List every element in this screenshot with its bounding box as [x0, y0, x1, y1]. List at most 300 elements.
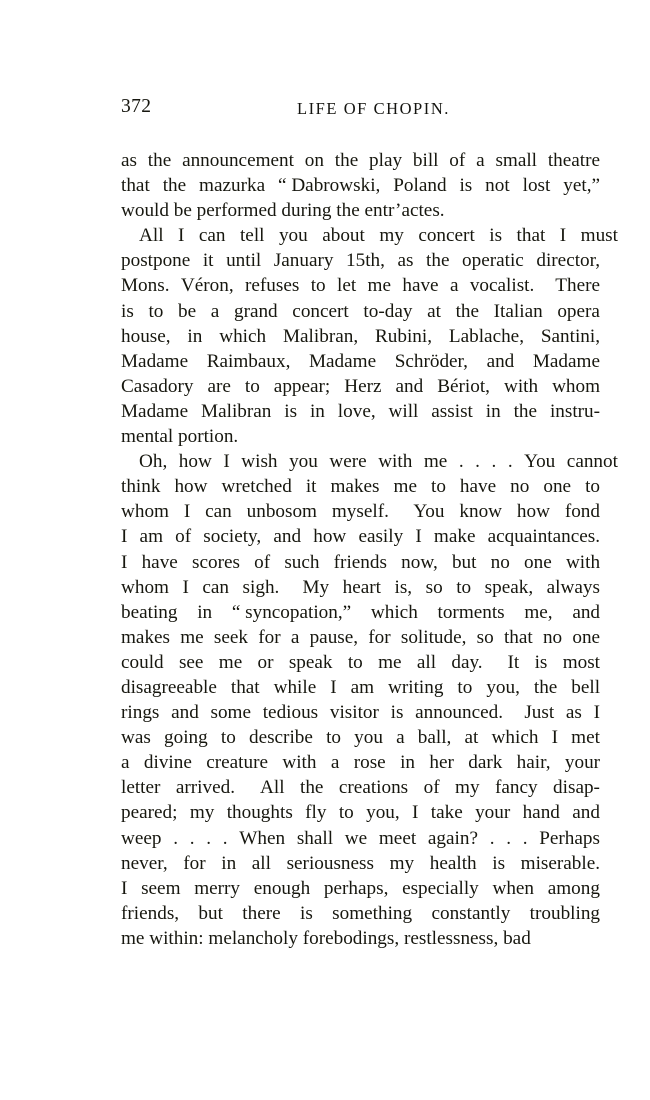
word: whom: [121, 576, 169, 598]
word: with: [282, 752, 317, 774]
word: could: [121, 651, 164, 673]
word-gap: [230, 449, 242, 474]
word-gap: [161, 826, 173, 851]
word-gap: [260, 374, 274, 399]
word: can: [198, 225, 226, 247]
word: me: [393, 476, 417, 498]
word-gap: [279, 575, 293, 600]
word-gap: [301, 524, 313, 549]
body-text-block: [121, 148, 618, 951]
word-gap: [186, 173, 199, 198]
word: have: [402, 275, 439, 297]
word-gap: [414, 851, 430, 876]
word: how: [178, 451, 212, 473]
word: especially: [402, 877, 479, 899]
word-gap: [447, 449, 459, 474]
word: You: [403, 501, 445, 523]
word: day.: [451, 651, 483, 673]
word-gap: [510, 901, 529, 926]
word: it: [202, 250, 214, 272]
word-gap: [236, 851, 252, 876]
text-line: [121, 550, 600, 575]
word: and: [486, 350, 515, 372]
word: know: [459, 501, 503, 523]
word: Oh,: [139, 451, 168, 473]
word-gap: [339, 750, 353, 775]
word-gap: [367, 449, 379, 474]
paragraph: [121, 148, 600, 223]
word: Schröder,: [394, 350, 468, 372]
word-gap: [485, 148, 496, 173]
word-gap: [449, 248, 462, 273]
text-line: would be performed during the entr’actes.: [121, 200, 445, 222]
word: dark: [468, 752, 503, 774]
word-gap: [178, 550, 192, 575]
word: is: [534, 651, 548, 673]
word-gap: [281, 901, 300, 926]
word-gap: [494, 826, 506, 851]
word-gap: [177, 800, 189, 825]
word: with: [503, 375, 539, 397]
word: never,: [121, 852, 168, 874]
word: .: [522, 827, 528, 849]
word: 15th,: [346, 250, 385, 272]
word-gap: [212, 600, 232, 625]
word-gap: [310, 876, 324, 901]
word-gap: [170, 273, 181, 298]
word-gap: [534, 876, 548, 901]
text-line: [121, 474, 600, 499]
word-gap: [160, 474, 174, 499]
word-gap: [381, 575, 395, 600]
word-gap: [308, 223, 322, 248]
word-gap: [446, 474, 460, 499]
word-gap: [376, 349, 395, 374]
word: small: [495, 150, 538, 171]
word: makes: [121, 626, 171, 648]
word: that: [516, 225, 546, 247]
word-gap: [552, 550, 566, 575]
word-gap: [223, 901, 242, 926]
word-gap: [251, 700, 263, 725]
word: to: [585, 476, 600, 498]
word: me: [423, 451, 448, 473]
word-gap: [560, 800, 572, 825]
word-gap: [134, 299, 149, 324]
word-gap: [402, 650, 417, 675]
word-gap: [261, 524, 273, 549]
word-gap: [292, 474, 306, 499]
word: heart: [342, 576, 381, 598]
word-gap: [415, 750, 429, 775]
word: January: [273, 250, 334, 272]
word: one: [524, 551, 552, 573]
word: not: [485, 175, 510, 197]
word: as: [121, 150, 137, 171]
word-gap: [476, 550, 490, 575]
word-gap: [566, 223, 580, 248]
word-gap: [184, 223, 198, 248]
word-gap: [346, 524, 358, 549]
word-gap: [413, 248, 426, 273]
word: creature: [206, 752, 268, 774]
word: how: [313, 526, 347, 548]
word: writing: [388, 676, 444, 698]
word: wish: [241, 451, 278, 473]
word: disagreeable: [121, 676, 217, 698]
word: me: [218, 651, 243, 673]
word-gap: [479, 299, 494, 324]
word: one: [543, 476, 572, 498]
word: are: [207, 375, 231, 397]
word-gap: [458, 273, 469, 298]
word: “ Dabrowski,: [278, 175, 381, 197]
word: You: [524, 451, 556, 473]
word-gap: [466, 625, 476, 650]
word: my: [455, 777, 480, 799]
word-gap: [510, 800, 522, 825]
word: opera: [557, 300, 600, 322]
word-gap: [329, 575, 343, 600]
word: I: [330, 676, 337, 698]
word-gap: [189, 575, 203, 600]
word-gap: [316, 750, 330, 775]
word-gap: [341, 725, 354, 750]
word: no: [510, 476, 530, 498]
word-gap: [235, 775, 250, 800]
text-line: me within: melancholy forebodings, restlessness, bad: [121, 927, 531, 949]
word: grand: [233, 300, 278, 322]
word: bill: [412, 150, 439, 171]
word: in: [197, 601, 213, 623]
text-line: [121, 399, 600, 424]
text-line: [121, 826, 600, 851]
word: My: [292, 576, 330, 598]
word: the: [300, 777, 324, 799]
word-gap: [278, 299, 293, 324]
word-gap: [127, 524, 139, 549]
word: with: [565, 551, 601, 573]
word: is: [492, 852, 506, 874]
word: in: [221, 852, 237, 874]
word-gap: [443, 575, 457, 600]
word: Madame: [532, 350, 600, 372]
word: tedious: [262, 702, 319, 724]
word: .: [489, 827, 495, 849]
word: torments: [437, 601, 505, 623]
word: be: [178, 300, 197, 322]
word-gap: [511, 826, 523, 851]
word: Madame: [121, 350, 189, 372]
word: vocalist.: [469, 275, 535, 297]
word: society,: [203, 526, 262, 548]
word: such: [284, 551, 320, 573]
word-gap: [294, 148, 305, 173]
word: friends: [333, 551, 387, 573]
word: creations: [338, 777, 409, 799]
word: a: [210, 300, 220, 322]
word-gap: [432, 324, 449, 349]
word-gap: [418, 399, 431, 424]
word-gap: [408, 775, 423, 800]
word: the: [513, 400, 538, 422]
word-gap: [443, 675, 457, 700]
word-gap: [163, 299, 178, 324]
word: I: [593, 702, 600, 724]
word-gap: [358, 324, 375, 349]
word-gap: [571, 474, 585, 499]
word: thoughts: [226, 802, 293, 824]
word: to: [456, 576, 472, 598]
word: divine: [143, 752, 192, 774]
word-gap: [231, 374, 245, 399]
text-line: [121, 499, 600, 524]
word: speak,: [484, 576, 534, 598]
word-gap: [203, 650, 218, 675]
word: merry: [194, 877, 241, 899]
word: ball,: [417, 727, 452, 749]
word-gap: [550, 173, 563, 198]
word: seriousness: [286, 852, 374, 874]
word-gap: [551, 750, 565, 775]
word-gap: [179, 901, 198, 926]
word-gap: [418, 800, 430, 825]
word-gap: [214, 800, 226, 825]
word: fancy: [494, 777, 538, 799]
word: All: [250, 777, 285, 799]
word: Lablache,: [448, 325, 524, 347]
word-gap: [403, 700, 415, 725]
word: .: [173, 827, 178, 849]
text-line: [121, 800, 600, 825]
word: the: [455, 300, 480, 322]
word: is: [390, 702, 404, 724]
word-gap: [480, 775, 495, 800]
word: hair,: [516, 752, 551, 774]
text-line: [121, 700, 600, 725]
word: you: [278, 225, 308, 247]
word-gap: [264, 223, 278, 248]
word-gap: [400, 800, 412, 825]
word-gap: [538, 374, 552, 399]
word-gap: [191, 524, 203, 549]
word-gap: [181, 876, 195, 901]
word: in: [309, 400, 325, 422]
word: pause,: [309, 626, 359, 648]
word: miserable.: [520, 852, 601, 874]
word: we: [344, 827, 368, 849]
word: hand: [522, 802, 560, 824]
word-gap: [478, 826, 490, 851]
word-gap: [199, 700, 211, 725]
word-gap: [553, 600, 573, 625]
word: is: [459, 175, 473, 197]
word: will: [388, 400, 419, 422]
word-gap: [266, 324, 283, 349]
word-gap: [494, 625, 504, 650]
word: I: [223, 451, 230, 473]
word-gap: [547, 650, 562, 675]
word-gap: [271, 399, 284, 424]
word: .: [222, 827, 228, 849]
word-gap: [471, 575, 485, 600]
word-gap: [354, 800, 366, 825]
word-gap: [164, 223, 178, 248]
word: all: [416, 651, 437, 673]
word: wretched: [221, 476, 292, 498]
word: I: [121, 526, 128, 548]
word: see: [178, 651, 204, 673]
word-gap: [502, 223, 516, 248]
word: fond: [564, 501, 600, 523]
word: fly: [305, 802, 327, 824]
word: me: [180, 626, 204, 648]
word-gap: [248, 625, 258, 650]
word: I: [551, 727, 558, 749]
word: I: [121, 877, 128, 899]
word: I: [415, 526, 422, 548]
word: a: [121, 752, 130, 774]
word: house,: [121, 325, 171, 347]
word: refuses: [244, 275, 300, 297]
word-gap: [356, 273, 367, 298]
word: Herz: [344, 375, 382, 397]
word: among: [547, 877, 600, 899]
word-gap: [503, 700, 515, 725]
word: concert: [292, 300, 349, 322]
word-gap: [423, 374, 437, 399]
word: announcement: [182, 150, 294, 171]
word: and: [572, 601, 601, 623]
word: in: [187, 325, 203, 347]
word-gap: [537, 399, 550, 424]
word-gap: [412, 299, 427, 324]
word: for: [183, 852, 206, 874]
word-gap: [389, 499, 404, 524]
word: is: [121, 300, 134, 322]
word-gap: [240, 876, 254, 901]
word: me: [367, 275, 391, 297]
word-gap: [232, 499, 247, 524]
word: lost: [522, 175, 551, 197]
word-gap: [164, 650, 179, 675]
word-gap: [510, 550, 524, 575]
word-gap: [324, 148, 335, 173]
text-line: [121, 625, 600, 650]
running-head-title: LIFE OF CHOPIN.: [297, 99, 450, 118]
word: my: [389, 852, 415, 874]
word: how: [174, 476, 208, 498]
text-line: [121, 324, 600, 349]
word: Italian: [493, 300, 543, 322]
word-gap: [502, 499, 517, 524]
word-gap: [524, 248, 537, 273]
word: announced.: [415, 702, 504, 724]
word: I: [182, 576, 189, 598]
text-line: [121, 349, 600, 374]
word: Véron,: [180, 275, 234, 297]
word: when: [492, 877, 535, 899]
word-gap: [365, 223, 379, 248]
word-gap: [188, 349, 207, 374]
word-gap: [501, 399, 514, 424]
text-line: [121, 851, 600, 876]
word: of: [175, 526, 192, 548]
word: so: [425, 576, 443, 598]
word: the: [162, 175, 187, 197]
word-gap: [447, 173, 460, 198]
word: of: [449, 150, 466, 171]
word: .: [506, 827, 511, 849]
word: to: [338, 802, 354, 824]
word: theatre: [547, 150, 601, 171]
word-gap: [513, 449, 525, 474]
word-gap: [472, 675, 486, 700]
word: Raimbaux,: [206, 350, 291, 372]
word-gap: [274, 650, 289, 675]
word: yet,”: [563, 175, 601, 197]
word: appear;: [273, 375, 331, 397]
word-gap: [505, 600, 525, 625]
word: weep: [121, 827, 162, 849]
word: the: [426, 250, 450, 272]
word-gap: [204, 625, 214, 650]
word: is: [300, 902, 313, 924]
word: acquaintances.: [487, 526, 601, 548]
word-gap: [529, 474, 543, 499]
word: take: [430, 802, 463, 824]
text-line: [121, 901, 600, 926]
word: constantly: [431, 902, 511, 924]
word: again?: [427, 827, 478, 849]
word: her: [429, 752, 454, 774]
word: makes: [330, 476, 380, 498]
word: perhaps,: [323, 877, 389, 899]
word-gap: [160, 775, 175, 800]
word-gap: [202, 324, 219, 349]
word-gap: [439, 273, 450, 298]
word: .: [206, 827, 212, 849]
text-line: [121, 575, 600, 600]
word-gap: [363, 650, 378, 675]
word: in: [400, 752, 415, 774]
word-gap: [533, 625, 543, 650]
word: and: [273, 526, 302, 548]
text-line: [121, 600, 600, 625]
word: Malibran: [201, 400, 272, 422]
word: no: [542, 626, 563, 648]
word: a: [476, 150, 485, 171]
word: so: [476, 626, 494, 648]
word: one: [572, 626, 601, 648]
word: bell: [571, 676, 601, 698]
word-gap: [297, 399, 310, 424]
word: am: [139, 526, 163, 548]
word-gap: [358, 148, 369, 173]
word-gap: [520, 675, 534, 700]
word: at: [464, 727, 479, 749]
word-gap: [404, 223, 418, 248]
word-gap: [405, 725, 418, 750]
word-gap: [271, 851, 287, 876]
word-gap: [226, 223, 240, 248]
text-line: [121, 449, 618, 474]
word-gap: [234, 273, 245, 298]
word-gap: [293, 800, 305, 825]
word-gap: [367, 826, 379, 851]
word: .: [458, 451, 464, 473]
word: assist: [431, 400, 473, 422]
